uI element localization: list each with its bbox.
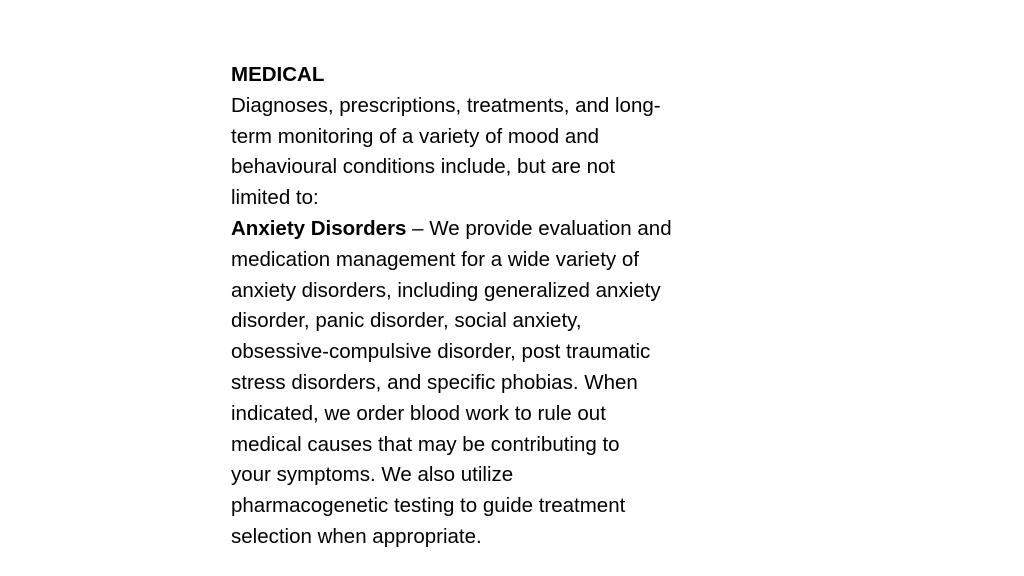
anxiety-line: medication management for a wide variety of [231,247,639,271]
section-heading: MEDICAL [231,63,325,86]
text-block [231,60,731,553]
anxiety-line: pharmacogenetic testing to guide treatment [231,494,626,518]
intro-line: limited to: [231,186,319,210]
anxiety-line: selection when appropriate. [231,524,482,548]
anxiety-term: Anxiety Disorders [231,216,407,240]
anxiety-first-line [231,214,731,245]
anxiety-line: medical causes that may be contributing to [231,432,620,456]
anxiety-line: your symptoms. We also utilize [231,463,514,487]
intro-line: term monitoring of a variety of mood and [231,124,600,148]
anxiety-line: indicated, we order blood work to rule out [231,401,606,425]
anxiety-line: disorder, panic disorder, social anxiety, [231,309,582,333]
anxiety-line: obsessive-compulsive disorder, post traumatic [231,340,651,364]
anxiety-line: anxiety disorders, including generalized anxiety [231,278,661,302]
anxiety-first-line-rest: – We provide evaluation and [406,216,672,240]
intro-line: Diagnoses, prescriptions, treatments, and long- [231,93,661,117]
anxiety-line: stress disorders, and specific phobias. When [231,370,638,394]
intro-line: behavioural conditions include, but are not [231,155,616,179]
